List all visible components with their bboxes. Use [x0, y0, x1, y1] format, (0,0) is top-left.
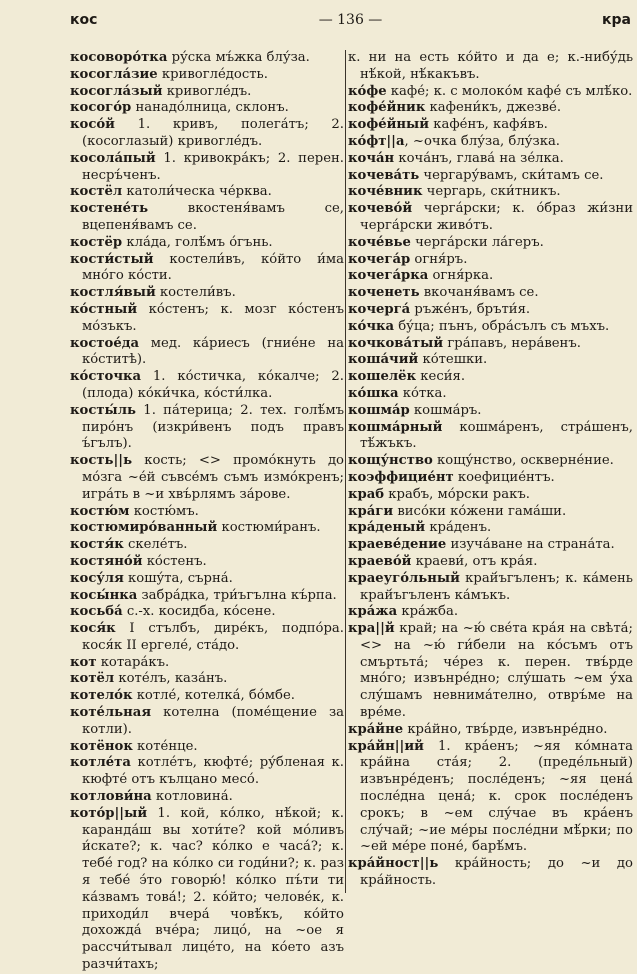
dictionary-entry: [348, 319, 633, 336]
entry-headword: костене́ть: [70, 201, 149, 217]
entry-definition: черга́рски; к. о́браз жи́зни черга́рски живо́тъ.: [360, 201, 633, 233]
entry-definition: крабъ, мо́рски ракъ.: [384, 486, 530, 502]
entry-headword: кочкова́тый: [348, 335, 444, 351]
entry-definition: чергару́вамъ, ски́тамъ се.: [419, 167, 604, 183]
entry-definition: мед. ка́риесъ (гние́не на ко́ститѣ).: [82, 335, 344, 368]
entry-definition: костели́въ, ко́йто и́ма мно́го ко́сти.: [82, 251, 344, 284]
dictionary-entry: [348, 285, 633, 302]
entry-definition: ко́тка.: [398, 385, 447, 401]
dictionary-entry: [70, 537, 344, 554]
entry-headword: кося́к: [70, 621, 116, 637]
dictionary-entry: [348, 571, 633, 605]
dictionary-entry: [348, 50, 633, 84]
entry-definition: кеси́я.: [416, 369, 466, 385]
entry-definition: край́ъгъленъ; к. ка́мень край́ъгъленъ ка́мъкъ.: [360, 570, 633, 603]
dictionary-entry: [348, 520, 633, 537]
entry-definition: 1. кой, ко́лко, нѣ́кой; к. каранда́ш вы хоти́те? кой мо́ливъ и́скате?; к. час? ко́лко е часа́?; к. тебе́ год? на ко́лко си годи́ни?; к. раз я тебе́ э́то говорю́! ко́лко пъ́ти ти ка́звамъ това́!; 2. ко́йто; челове́к, к. приходи́л вчера́ човѣ́къ, ко́йто дохожда́ вче́ра; лицо́, на ~ое я рассчи́тывал лице́то, на ко́ето азъ разчи́тахъ;: [82, 805, 344, 973]
entry-headword: костю́м: [70, 503, 130, 519]
entry-definition: краеви́, отъ кра́я.: [411, 553, 538, 569]
dictionary-entry: [348, 386, 633, 403]
dictionary-entry: [348, 604, 633, 621]
entry-definition: кра́денъ.: [425, 520, 492, 536]
entry-definition: кость; <> промо́кнуть до мо́зга ~е́й съвсе́мъ съмъ измо́кренъ; игра́ть в ~и хвъ́рлямъ за́рове.: [82, 453, 344, 502]
entry-definition: кривогле́дъ.: [162, 83, 252, 99]
dictionary-entry: [348, 84, 633, 101]
dictionary-entry: [348, 537, 633, 554]
dictionary-entry: [348, 453, 633, 470]
dictionary-entry: [70, 554, 344, 571]
entry-definition: ръже́нъ, бръти́я.: [410, 301, 531, 317]
entry-headword: ко́чка: [348, 318, 395, 334]
dictionary-entry: [70, 285, 344, 302]
dictionary-entry: [348, 201, 633, 235]
entry-headword: краб: [348, 486, 385, 502]
dictionary-entry: [70, 655, 344, 672]
page-header: [70, 8, 631, 30]
entry-headword: ко́шка: [348, 385, 399, 401]
left-column: [70, 50, 344, 973]
entry-headword: ко́сточка: [70, 369, 142, 385]
entry-headword: кра||й: [348, 621, 395, 637]
entry-definition: католи́ческа че́рква.: [122, 184, 272, 200]
entry-headword: кошма́р: [348, 402, 410, 418]
dictionary-entry: [70, 806, 344, 974]
entry-definition: коте́нце.: [132, 738, 198, 754]
entry-definition: ко́стенъ.: [142, 553, 207, 569]
entry-headword: кочева́ть: [348, 167, 420, 183]
entry-headword: кочево́й: [348, 201, 413, 217]
entry-definition: котле́тъ, кюфте́; ру́бленая к. кюфте́ отъ кълцано месо́.: [82, 755, 344, 788]
entry-headword: коча́н: [348, 150, 395, 166]
entry-definition: кошу́та, сърна́.: [123, 570, 233, 586]
entry-definition: огня́рка.: [428, 268, 494, 284]
dictionary-entry: [70, 688, 344, 705]
dictionary-entry: [348, 722, 633, 739]
entry-headword: косьба́: [70, 604, 123, 620]
entry-definition: ко́тешки.: [418, 352, 488, 368]
entry-headword: краево́й: [348, 553, 412, 569]
entry-definition: кафе́; к. с молоко́м кафе́ съ млѣ́ко.: [386, 83, 633, 99]
running-head-right: кра: [602, 12, 631, 28]
dictionary-entry: [348, 487, 633, 504]
dictionary-entry: [348, 470, 633, 487]
entry-definition: изуча́ване на страна́та.: [446, 537, 615, 553]
entry-headword: кость||ь: [70, 453, 133, 469]
dictionary-entry: [348, 739, 633, 857]
entry-headword: кот: [70, 654, 97, 670]
entry-definition: кошма́ръ.: [409, 402, 482, 418]
entry-definition: гра́павъ, нера́венъ.: [443, 335, 581, 351]
dictionary-entry: [70, 453, 344, 503]
dictionary-entry: [70, 739, 344, 756]
entry-definition: нанадо́лница, склонъ.: [131, 100, 289, 116]
entry-definition: костели́въ.: [155, 285, 236, 301]
entry-headword: косо́й: [70, 117, 115, 133]
entry-headword: кра́жа: [348, 604, 398, 620]
entry-definition: кра́йно, твъ́рде, извънре́дно.: [403, 721, 608, 737]
entry-headword: костюмиро́ванный: [70, 520, 218, 536]
dictionary-entry: [70, 50, 344, 67]
entry-definition: коча́нъ, глава́ на зе́лка.: [394, 150, 564, 166]
entry-definition: I стълбъ, дире́къ, подпо́ра. кося́к II ергеле́, ста́до.: [82, 621, 344, 653]
dictionary-entry: [70, 604, 344, 621]
entry-headword: костёл: [70, 184, 123, 200]
entry-headword: коте́льная: [70, 705, 152, 721]
dictionary-entry: [348, 369, 633, 386]
entry-definition: коте́лъ, каза́нъ.: [114, 671, 228, 687]
dictionary-entry: [348, 100, 633, 117]
entry-headword: котёл: [70, 671, 115, 687]
dictionary-entry: [70, 100, 344, 117]
entry-definition: 1. кривъ, полега́тъ; 2. (косоглазый) кривогле́дъ.: [82, 117, 344, 149]
dictionary-entry: [70, 789, 344, 806]
entry-headword: кочега́р: [348, 251, 411, 267]
entry-headword: кощу́нство: [348, 453, 433, 469]
dictionary-entry: [348, 554, 633, 571]
dictionary-entry: [348, 856, 633, 890]
entry-definition: котле́, котелка́, бо́мбе.: [132, 688, 295, 704]
entry-headword: кра́йн||ий: [348, 738, 424, 754]
dictionary-entry: [70, 504, 344, 521]
entry-headword: котлови́на: [70, 789, 152, 805]
entry-headword: ко́стный: [70, 301, 138, 317]
dictionary-entry: [70, 201, 344, 235]
entry-definition: край; на ~ю́ све́та кра́я на свѣта́; <> на ~ю́ ги́бели на ко́съмъ отъ смъртьта́; че́рез к. перен. твъ́рде мно́го; извънре́дно; слу́шать ~ем у́ха слу́шамъ невнима́телно, отвръ́ме на вре́ме.: [360, 621, 633, 721]
entry-definition: 1. ко́стичка, ко́калче; 2. (плода) ко́ки́чка, ко́сти́лка.: [82, 369, 344, 401]
entry-definition: котловина́.: [151, 789, 233, 805]
entry-headword: кото́р||ый: [70, 805, 148, 821]
entry-definition: коефицие́нтъ.: [453, 469, 555, 485]
entry-headword: кости́стый: [70, 251, 154, 267]
entry-headword: краеве́дение: [348, 537, 447, 553]
entry-headword: кра́йност||ь: [348, 856, 439, 872]
running-head-left: кос: [70, 12, 98, 28]
entry-headword: косты́ль: [70, 402, 136, 418]
dictionary-entry: [348, 420, 633, 454]
entry-headword: кофе́йник: [348, 100, 426, 116]
entry-headword: кочега́рка: [348, 268, 429, 284]
entry-definition: забра́дка, три́ъгълна къ́рпа.: [137, 587, 337, 603]
right-column: [348, 50, 633, 895]
dictionary-entry: [348, 352, 633, 369]
entry-definition: кошма́ренъ, стра́шенъ, тѣ́жъкъ.: [360, 419, 633, 452]
entry-definition: к. ни на есть ко́йто и да е; к.-нибу́дь нѣ́кой, нѣ́какъвъ.: [348, 50, 633, 82]
entry-definition: 1. кра́енъ; ~яя ко́мната кра́йна ста́я; 2. (преде́льный) извънре́денъ; после́денъ; ~яя цена́ после́дна цена́; к. срок после́денъ срокъ; в ~ем слу́чае въ кра́енъ слу́чай; ~ие ме́ры после́дни мѣ́рки; по ~ей ме́ре поне́, барѣ́мъ.: [360, 738, 633, 855]
entry-definition: котелна (поме́щение за котли).: [82, 705, 344, 737]
dictionary-entry: [70, 67, 344, 84]
entry-headword: костя́к: [70, 537, 124, 553]
dictionary-entry: [348, 403, 633, 420]
entry-headword: коша́чий: [348, 352, 419, 368]
entry-definition: кощу́нство, оскверне́ние.: [432, 453, 614, 469]
entry-headword: косогла́зый: [70, 83, 163, 99]
entry-headword: кра́йне: [348, 721, 404, 737]
dictionary-entry: [70, 336, 344, 370]
entry-headword: коченеть: [348, 285, 420, 301]
dictionary-entry: [70, 302, 344, 336]
dictionary-entry: [70, 755, 344, 789]
entry-definition: кафени́къ, джезве́.: [425, 100, 562, 116]
dictionary-entry: [348, 252, 633, 269]
entry-headword: кра́ги: [348, 503, 394, 519]
entry-headword: костёр: [70, 234, 123, 250]
entry-definition: черга́рски ла́геръ.: [410, 234, 544, 250]
dictionary-entry: [70, 571, 344, 588]
entry-definition: с.-х. косидба, ко́сене.: [122, 604, 276, 620]
entry-headword: коче́вье: [348, 234, 411, 250]
entry-definition: кафе́нъ, кафя́въ.: [429, 117, 548, 133]
dictionary-entry: [70, 520, 344, 537]
entry-definition: 1. криво​кра́къ; 2. перен. несръ́ченъ.: [82, 150, 344, 183]
entry-headword: кочерга́: [348, 301, 411, 317]
dictionary-entry: [70, 151, 344, 185]
dictionary-entry: [348, 336, 633, 353]
entry-headword: коче́вник: [348, 184, 423, 200]
entry-definition: кла́да, голѣ́мъ о́гънь.: [122, 234, 273, 250]
dictionary-entry: [348, 134, 633, 151]
entry-headword: котело́к: [70, 688, 133, 704]
entry-headword: кошелёк: [348, 369, 417, 385]
entry-definition: огня́ръ.: [410, 251, 468, 267]
dictionary-entry: [348, 621, 633, 722]
dictionary-entry: [348, 151, 633, 168]
dictionary-entry: [70, 184, 344, 201]
entry-definition: висо́ки ко́жени гама́ши.: [393, 503, 567, 519]
dictionary-entry: [70, 671, 344, 688]
dictionary-entry: [348, 504, 633, 521]
entry-headword: кофе́йный: [348, 117, 430, 133]
entry-definition: 1. па́терица; 2. тех. голѣ́мъ пиро́нъ (изкри́венъ подъ правъ ъ́гълъ).: [82, 402, 344, 452]
entry-definition: ко́стенъ; к. мозг ко́стенъ мо́зъкъ.: [82, 301, 344, 334]
entry-definition: костюми́ранъ.: [217, 520, 321, 536]
dictionary-entry: [70, 252, 344, 286]
entry-headword: костое́да: [70, 335, 140, 351]
dictionary-entry: [70, 403, 344, 453]
dictionary-entry: [348, 168, 633, 185]
entry-definition: , ~очка блу́за, блу́зка.: [404, 133, 560, 149]
entry-headword: костяно́й: [70, 553, 143, 569]
dictionary-entry: [70, 588, 344, 605]
entry-definition: ру́ска мъ́жка блу́за.: [167, 50, 310, 65]
entry-headword: краеуго́льный: [348, 570, 460, 586]
page-number: — 136 —: [318, 12, 383, 28]
entry-headword: ко́фт||а: [348, 133, 405, 149]
entry-headword: косу́ля: [70, 570, 124, 586]
entry-definition: котара́къ.: [96, 654, 170, 670]
dictionary-entry: [70, 621, 344, 655]
dictionary-entry: [70, 369, 344, 403]
entry-definition: кра́йность; до ~и до кра́йность.: [360, 856, 633, 889]
entry-definition: кривогле́дость.: [157, 66, 268, 82]
entry-headword: косогла́зие: [70, 66, 158, 82]
entry-headword: косола́пый: [70, 150, 156, 166]
entry-headword: кошма́рный: [348, 419, 443, 435]
entry-definition: вкочаня́вамъ се.: [419, 285, 539, 301]
dictionary-entry: [70, 705, 344, 739]
entry-headword: котёнок: [70, 738, 133, 754]
dictionary-entry: [70, 117, 344, 151]
entry-headword: косоворо́тка: [70, 50, 168, 65]
entry-definition: бу́ца; пънъ, обра́сълъ съ мъхъ.: [394, 318, 610, 334]
entry-headword: кра́деный: [348, 520, 426, 536]
entry-headword: косы́нка: [70, 587, 138, 603]
entry-headword: коэффицие́нт: [348, 469, 454, 485]
entry-headword: косого́р: [70, 100, 132, 116]
dictionary-entry: [348, 117, 633, 134]
entry-definition: вкостеня́вамъ се, вцепеня́вамъ се.: [82, 201, 344, 233]
entry-definition: костю́мъ.: [129, 503, 199, 519]
column-divider: [345, 50, 346, 893]
dictionary-entry: [348, 302, 633, 319]
entry-headword: костля́вый: [70, 285, 156, 301]
dictionary-entry: [348, 184, 633, 201]
entry-headword: ко́фе: [348, 83, 387, 99]
entry-headword: котле́та: [70, 755, 131, 771]
entry-definition: скеле́тъ.: [123, 537, 188, 553]
dictionary-entry: [348, 268, 633, 285]
entry-definition: чергарь, ски́тникъ.: [422, 184, 561, 200]
dictionary-entry: [70, 84, 344, 101]
dictionary-entry: [348, 235, 633, 252]
entry-definition: кра́жба.: [397, 604, 459, 620]
dictionary-entry: [70, 235, 344, 252]
